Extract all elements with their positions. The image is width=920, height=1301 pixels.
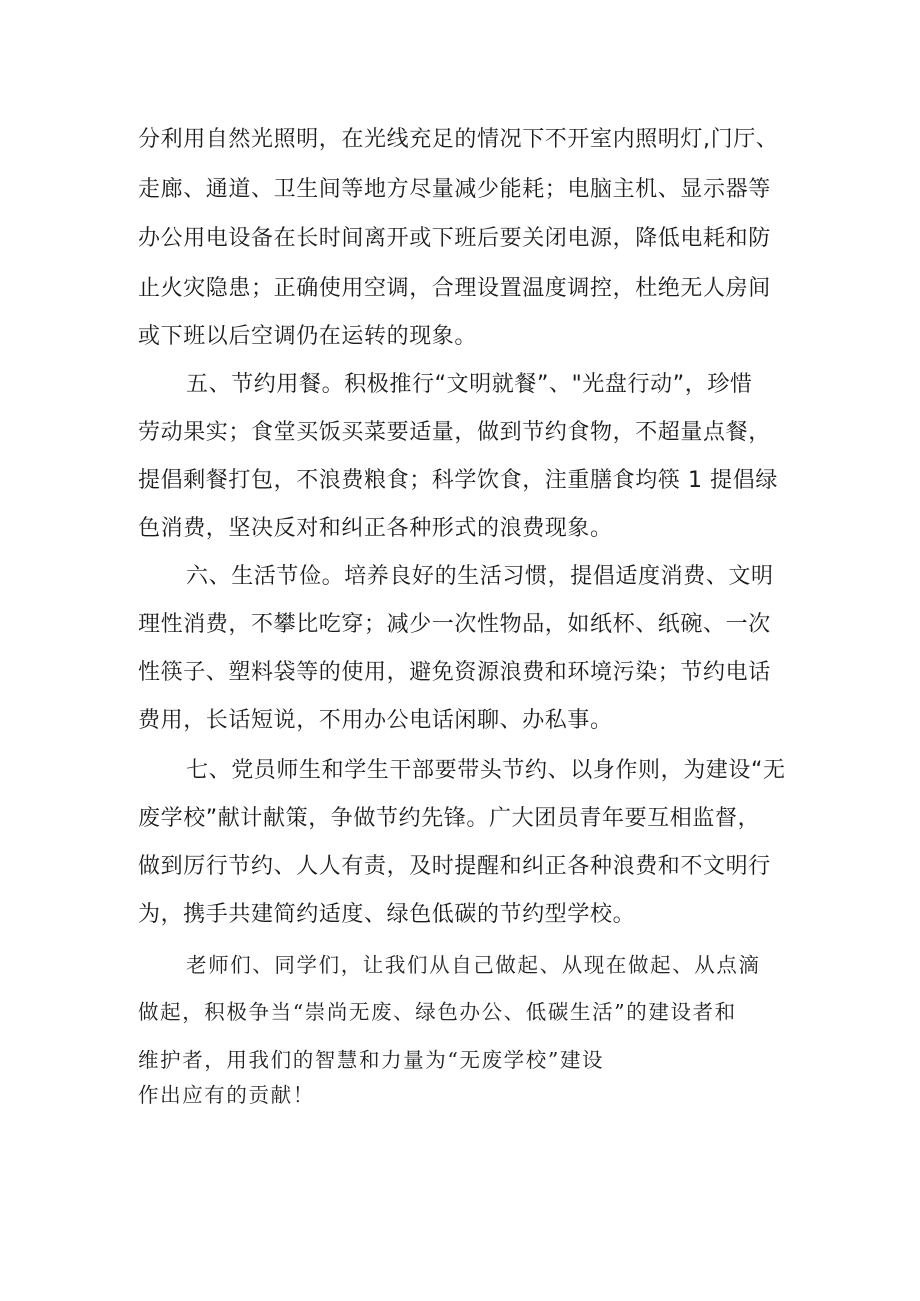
text-line: 办公用电设备在长时间离开或下班后要关闭电源，降低电耗和防 (138, 226, 771, 251)
text-line: 劳动果实；食堂买饭买菜要适量，做到节约食物，不超量点餐， (138, 420, 771, 445)
text-line: 提倡剩餐打包，不浪费粮食；科学饮食，注重膳食均筷 1 提倡绿 (138, 468, 778, 493)
text-line: 色消费，坚决反对和纠正各种形式的浪费现象。 (138, 516, 613, 541)
text-line: 废学校”献计献策，争做节约先锋。广大团员青年要互相监督， (138, 806, 761, 831)
text-line: 做到厉行节约、人人有责，及时提醒和纠正各种浪费和不文明行 (138, 854, 771, 879)
text-line: 为，携手共建简约适度、绿色低碳的节约型学校。 (138, 902, 636, 927)
paragraph-heading-line: 七、党员师生和学生干部要带头节约、以身作则，为建设“无 (186, 758, 786, 783)
paragraph-heading-line: 五、节约用餐。积极推行“文明就餐”、"光盘行动”，珍惜 (186, 372, 753, 397)
text-line: 止火灾隐患；正确使用空调，合理设置温度调控，杜绝无人房间 (138, 276, 771, 301)
text-line: 理性消费，不攀比吃穿；减少一次性物品，如纸杯、纸碗、一次 (138, 612, 771, 637)
text-line: 费用，长话短说，不用办公电话闲聊、办私事。 (138, 708, 613, 733)
paragraph-heading-line: 六、生活节俭。培养良好的生活习惯，提倡适度消费、文明 (186, 564, 774, 589)
text-line: 分利用自然光照明，在光线充足的情况下不开室内照明灯,门厅、 (138, 127, 779, 152)
closing-line: 作出应有的贡献！ (138, 1083, 315, 1107)
text-line: 走廊、通道、卫生间等地方尽量减少能耗；电脑主机、显示器等 (138, 177, 771, 202)
closing-line: 维护者，用我们的智慧和力量为“无废学校”建设 (138, 1048, 605, 1072)
closing-line: 老师们、同学们，让我们从自己做起、从现在做起、从点滴 (186, 953, 761, 977)
closing-line: 做起，积极争当“崇尚无废、绿色办公、低碳生活”的建设者和 (138, 1000, 737, 1024)
text-line: 性筷子、塑料袋等的使用，避免资源浪费和环境污染；节约电话 (138, 660, 771, 685)
text-line: 或下班以后空调仍在运转的现象。 (138, 324, 478, 349)
